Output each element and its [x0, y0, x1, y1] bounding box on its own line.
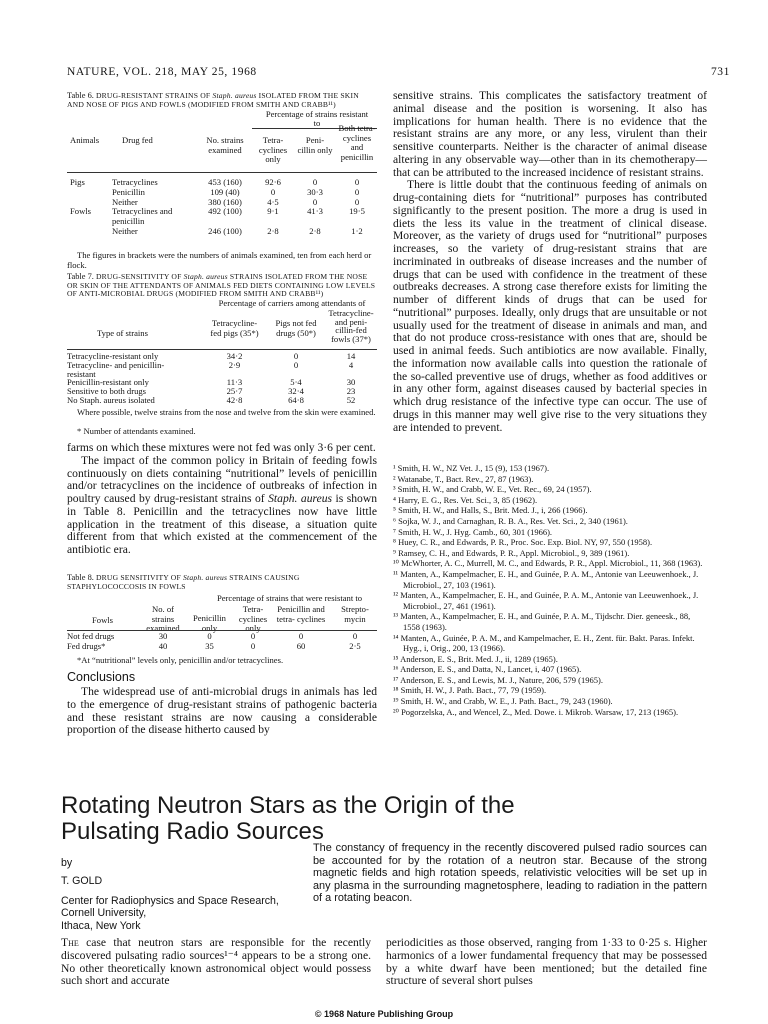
table7-cell-c: 14 [346, 351, 356, 361]
left-paragraph-1: farms on which these mixtures were not fed was only 3·6 per cent. [67, 441, 376, 454]
table8-cell-strep: 0 [352, 631, 358, 641]
table7-cell-type: Penicillin-resistant only [67, 377, 149, 388]
left-paragraph-2: The impact of the common policy in Britain of feeding fowls continuously on diets containing “nutritional” levels of penicillin and/or tetracyclines on the incidence of outbreaks of infection in poultry caused by drug-resistant strains of Staph. aureus is shown in Table 8. Penicillin and the tetracyclines now have little application in the treatment of this disease, a situation quite different from that which existed at the commencement of the antibiotic era. [67, 453, 377, 556]
table7-cell-c: 30 [346, 377, 356, 388]
reference-item: ¹⁰ McWhorter, A. C., Murrell, M. C., and Edwards, P. R., Appl. Microbiol., 11, 368 (1963). [393, 558, 703, 569]
table7-cell-type: resistant [67, 368, 96, 379]
table8-cell-tet: 0 [250, 640, 256, 651]
reference-item: ⁷ Smith, H. W., J. Hyg. Camb., 60, 301 (1966). [393, 526, 553, 537]
table7-cell-a: 11·3 [226, 377, 243, 388]
table8-cell-tet: 0 [250, 631, 256, 641]
table8-col-pen: Penicillin only [193, 613, 226, 633]
reference-item: ¹² Manten, A., Kampelmacher, E. H., and Guinée, P. A. M., Antonie van Leeuwenhoek., J. Microbiol., 27, 461 (1961). [393, 590, 699, 611]
article-title [61, 793, 515, 845]
table8-col-tet: Tetra- cyclines only [238, 604, 268, 634]
table7-cell-type: No Staph. aureus isolated [67, 395, 155, 405]
table6-cell-b: 0 [354, 177, 360, 187]
conclusions-heading: Conclusions [67, 670, 136, 684]
table7-cell-type: Tetracycline- and penicillin- [67, 359, 165, 370]
article-title-line-1: Rotating Neutron Stars as the Origin of the [61, 792, 515, 819]
left-body [67, 442, 377, 557]
table7-caption: Table 7. DRUG-SENSITIVITY OF Staph. aureus STRAINS ISOLATED FROM THE NOSE OR SKIN OF THE ATTENDANTS OF ANIMALS FED DIETS CONTAINING LOW LEVELS OF ANTI-MICROBIAL DRUGS (MODIFIED FROM SMITH AND CRABB¹¹) [67, 272, 376, 299]
table6-cell-no: 453 (160) [208, 177, 242, 187]
table6-col-both: Both tetra- cyclines and penicillin [338, 123, 376, 162]
table6-note: The figures in brackets were the numbers of animals examined, ten from each herd or flock. [67, 250, 372, 270]
table6-cell-p: 30·3 [307, 186, 323, 197]
table8-cell-pen: 0 [207, 631, 212, 641]
table7-cell-b: 0 [293, 351, 299, 361]
table8-col-no: No. of strains examined [146, 604, 180, 634]
table6-cell-drug: penicillin [112, 216, 145, 227]
table8-col-both: Penicillin and tetra- cyclines [276, 604, 326, 624]
table6-cell-t: 9·1 [267, 206, 279, 217]
table8-col-fowls: Fowls [92, 615, 114, 625]
lead-word: The [61, 936, 79, 949]
table7-cell-c: 23 [346, 386, 356, 397]
table6-cell-no: 492 (100) [208, 206, 242, 217]
reference-item: ¹⁷ Anderson, E. S., and Lewis, M. J., Nature, 206, 579 (1965). [393, 674, 603, 685]
table8-cell-fowls: Not fed drugs [67, 631, 115, 641]
table7-col-c: Tetracycline- and peni- cillin-fed fowls (37*) [328, 308, 374, 344]
table7-cell-b: 0 [293, 359, 299, 370]
table6-cell-animal: Fowls [70, 206, 92, 217]
table8 [67, 594, 377, 656]
table6-cell-t: 2·8 [267, 226, 279, 236]
table8-cell-strep: 2·5 [349, 640, 361, 651]
reference-item: ³ Smith, H. W., and Crabb, W. E., Vet. Rec., 69, 24 (1957). [393, 484, 592, 495]
reference-item: ¹⁹ Smith, H. W., and Crabb, W. E., J. Path. Bact., 79, 243 (1960). [393, 696, 613, 707]
article-title-line-2: Pulsating Radio Sources [61, 818, 324, 845]
reference-item: ⁶ Sojka, W. J., and Carnaghan, R. B. A., Res. Vet. Sci., 2, 340 (1961). [393, 515, 628, 526]
right-paragraph-1: sensitive strains. This complicates the satisfactory treatment of animal disease and the position is worsening. It also has implications for human health. There is no evidence that the resistant strains are any more, or any less, virulent than their sensitive counterparts. Neither is the character of animal disease altering in any observable way—other than in its chemotherapy—that can be attributed to the increased incidence of resistant strains. [393, 89, 707, 179]
reference-item: ⁴ Harry, E. G., Res. Vet. Sci., 3, 85 (1962). [393, 494, 538, 505]
conclusions-paragraph: The widespread use of anti-microbial drugs in animals has led to the emergence of drug-resistant strains of pathogenic bacteria and these resistant strains are now causing a considerable proportion of the disease hitherto caused by [67, 685, 377, 737]
table6-col-peni: Peni- cillin only [297, 135, 333, 155]
table6-cell-animal: Pigs [70, 177, 85, 187]
table6-cell-no: 380 (160) [208, 196, 242, 207]
table8-cell-pen: 35 [205, 640, 214, 651]
table8-cell-both: 60 [296, 640, 306, 651]
table8-heading-group: Percentage of strains that were resistant to [216, 593, 363, 603]
article-body-left: The case that neutron stars are responsible for the recently discovered pulsating radio sources¹⁻⁴ appears to be a strong one. No other theoretically known astronomical object would possess such short and accurate [61, 936, 371, 988]
table7-cell-a: 42·8 [226, 395, 243, 405]
table6-cell-b: 0 [354, 186, 360, 197]
table7-cell-b: 32·4 [288, 386, 304, 397]
table6-col-drug: Drug fed [122, 135, 153, 145]
table7-cell-b: 5·4 [290, 377, 302, 388]
table6-cell-b: 19·5 [349, 206, 365, 217]
table6-cell-drug: Penicillin [112, 186, 145, 197]
table7-heading-group: Percentage of carriers among attendants of [218, 298, 366, 308]
table6-cell-t: 4·5 [267, 196, 279, 207]
table7-cell-a: 34·2 [226, 351, 243, 361]
table7-cell-b: 64·8 [288, 395, 304, 405]
article-author: T. GOLD [61, 875, 103, 887]
table6-cell-t: 92·6 [265, 177, 281, 187]
table6-cell-t: 0 [270, 186, 276, 197]
table7-cell-c: 52 [346, 395, 356, 405]
table6-cell-drug: Tetracyclines and [112, 206, 173, 217]
table6-col-tetra: Tetra- cyclines only [258, 135, 288, 165]
table7-col-a: Tetracycline- fed pigs (35*) [210, 318, 259, 338]
table6-col-no: No. strains examined [206, 135, 244, 155]
table7-cell-a: 2·9 [228, 359, 241, 370]
table6-cell-p: 0 [312, 196, 318, 207]
reference-item: ¹¹ Manten, A., Kampelmacher, E. H., and Guinée, P. A. M., Antonie van Leeuwenhoek., J. Microbiol., 27, 103 (1961). [393, 568, 699, 590]
table6-cell-no: 246 (100) [208, 226, 242, 236]
table8-cell-no: 30 [158, 631, 168, 641]
table6-cell-b: 1·2 [351, 226, 363, 236]
table6-cell-p: 41·3 [307, 206, 323, 217]
right-body [393, 90, 707, 434]
table6-cell-drug: Neither [112, 226, 138, 236]
table8-cell-fowls: Fed drugs* [67, 640, 106, 651]
reference-item: ¹³ Manten, A., Kampelmacher, E. H., and Guinée, P. A. M., Tijdschr. Dier. geneesk., 88, 1558 (1963). [393, 611, 691, 632]
table6-cell-p: 2·8 [309, 226, 321, 236]
reference-item: ² Watanabe, T., Bact. Rev., 27, 87 (1963). [393, 473, 534, 484]
article-abstract: The constancy of frequency in the recently discovered pulsed radio sources can be accounted for by the rotation of a neutron star. Because of the strong magnetic fields and high rotation speeds, relativistic velocities will be set up in any plasma in the surrounding magnetosphere, leading to radiation in the pattern of a rotating beacon. [313, 842, 707, 904]
table6-cell-drug: Tetracyclines [112, 177, 158, 187]
table6-col-animals: Animals [70, 135, 100, 145]
table7-cell-a: 25·7 [226, 386, 243, 397]
table7-note1: Where possible, twelve strains from the nose and twelve from the skin were examined. [77, 407, 376, 417]
reference-item: ¹⁵ Anderson, E. S., Brit. Med. J., ii, 1289 (1965). [393, 653, 558, 664]
reference-item: ¹⁶ Anderson, E. S., and Datta, N., Lancet, i, 407 (1965). [393, 664, 582, 675]
reference-item: ¹⁴ Manten, A., Guinée, P. A. M., and Kampelmacher, E. H., Zent. für. Bakt. Paras. Infekt. Hyg., i, Orig., 200, 13 (1966). [393, 632, 695, 654]
table6-cell-p: 0 [312, 177, 318, 187]
reference-item: ²⁰ Pogorzelska, A., and Wencel, Z., Med. Dowe. i. Mikrob. Warsaw, 17, 213 (1965). [393, 706, 679, 717]
table7-col-type: Type of strains [97, 328, 148, 338]
reference-item: ⁸ Huey, C. R., and Edwards, P. R., Proc. Soc. Exp. Biol. NY, 97, 550 (1958). [393, 537, 653, 548]
table8-col-strep: Strepto- mycin [341, 604, 369, 624]
table8-note: *At “nutritional” levels only, penicillin and/or tetracyclines. [77, 655, 284, 665]
table8-caption: Table 8. DRUG SENSITIVITY OF Staph. aureus STRAINS CAUSING STAPHYLOCOCCOSIS IN FOWLS [67, 573, 300, 591]
table6-caption: Table 6. DRUG-RESISTANT STRAINS OF Staph. aureus ISOLATED FROM THE SKIN AND NOSE OF PIGS AND FOWLS (MODIFIED FROM SMITH AND CRABB¹¹) [67, 91, 359, 109]
article-body-right: periodicities as those observed, ranging from 1·33 to 0·25 s. Higher harmonics of a lower fundamental frequency that may be possessed by a white dwarf have been mentioned; but the detailed fine structure of several short pulses [386, 936, 707, 988]
table7-note2: * Number of attendants examined. [77, 426, 196, 436]
table7-cell-type: Tetracycline-resistant only [67, 351, 159, 361]
reference-item: ¹⁸ Smith, H. W., J. Path. Bact., 77, 79 (1959). [393, 685, 547, 696]
page-number: 731 [710, 66, 730, 78]
table7 [67, 299, 377, 405]
journal-header: NATURE, VOL. 218, MAY 25, 1968 [67, 66, 257, 78]
conclusions-body [67, 686, 377, 737]
table6-cell-no: 109 (40) [210, 186, 240, 197]
table6-cell-drug: Neither [112, 196, 138, 207]
table6-heading-group: Percentage of strains resistant to [265, 109, 369, 128]
table7-col-b: Pigs not fed drugs (50*) [275, 318, 317, 338]
author-affiliation: Center for Radiophysics and Space Research, Cornell University, Ithaca, New York [61, 895, 279, 932]
table7-cell-c: 4 [348, 359, 354, 370]
table8-cell-both: 0 [298, 631, 304, 641]
table6 [67, 110, 377, 240]
table6-cell-b: 0 [354, 196, 360, 207]
reference-item: ⁵ Smith, H. W., and Halls, S., Brit. Med. J., i, 266 (1966). [393, 505, 588, 516]
right-paragraph-2: There is little doubt that the continuous feeding of animals on drug-containing diets for “nutritional” purposes has contributed significantly to the present position. The more a drug is used in diets the less its value in the treatment of clinical disease. Moreover, as the variety of drugs used for “nutritional” purposes increases, so the variety of drug-resistant strains that are incriminated in outbreaks of disease increases and the number of drugs that can be used with confidence in the treatment of these outbreaks decreases. A strong case therefore exists for limiting the number of different kinds of drugs that can be used for “nutritional” purposes. Ideally, only drugs that are unsuitable or not usually used for the treatment of disease in animals and man, and that do not produce cross-resistance with ones that are, should be used in animal feeds. Such antibiotics are now available. Finally, the information now available calls into question the rationale of the so-called preventive use of drugs, whether as food additives or in any other form, against diseases caused by bacterial species in which drug resistance of the infective type can occur. The use of drugs in this manner may well give rise to the very situations they are intended to prevent. [393, 178, 707, 434]
reference-item: ¹ Smith, H. W., NZ Vet. J., 15 (9), 153 (1967). [393, 463, 550, 473]
copyright-footer: © 1968 Nature Publishing Group [314, 1009, 454, 1019]
table8-cell-no: 40 [158, 640, 168, 651]
table7-cell-type: Sensitive to both drugs [67, 386, 147, 397]
reference-item: ⁹ Ramsey, C. H., and Edwards, P. R., Appl. Microbiol., 9, 389 (1961). [393, 547, 630, 558]
reference-list [393, 463, 709, 717]
byline-by: by [61, 857, 73, 869]
